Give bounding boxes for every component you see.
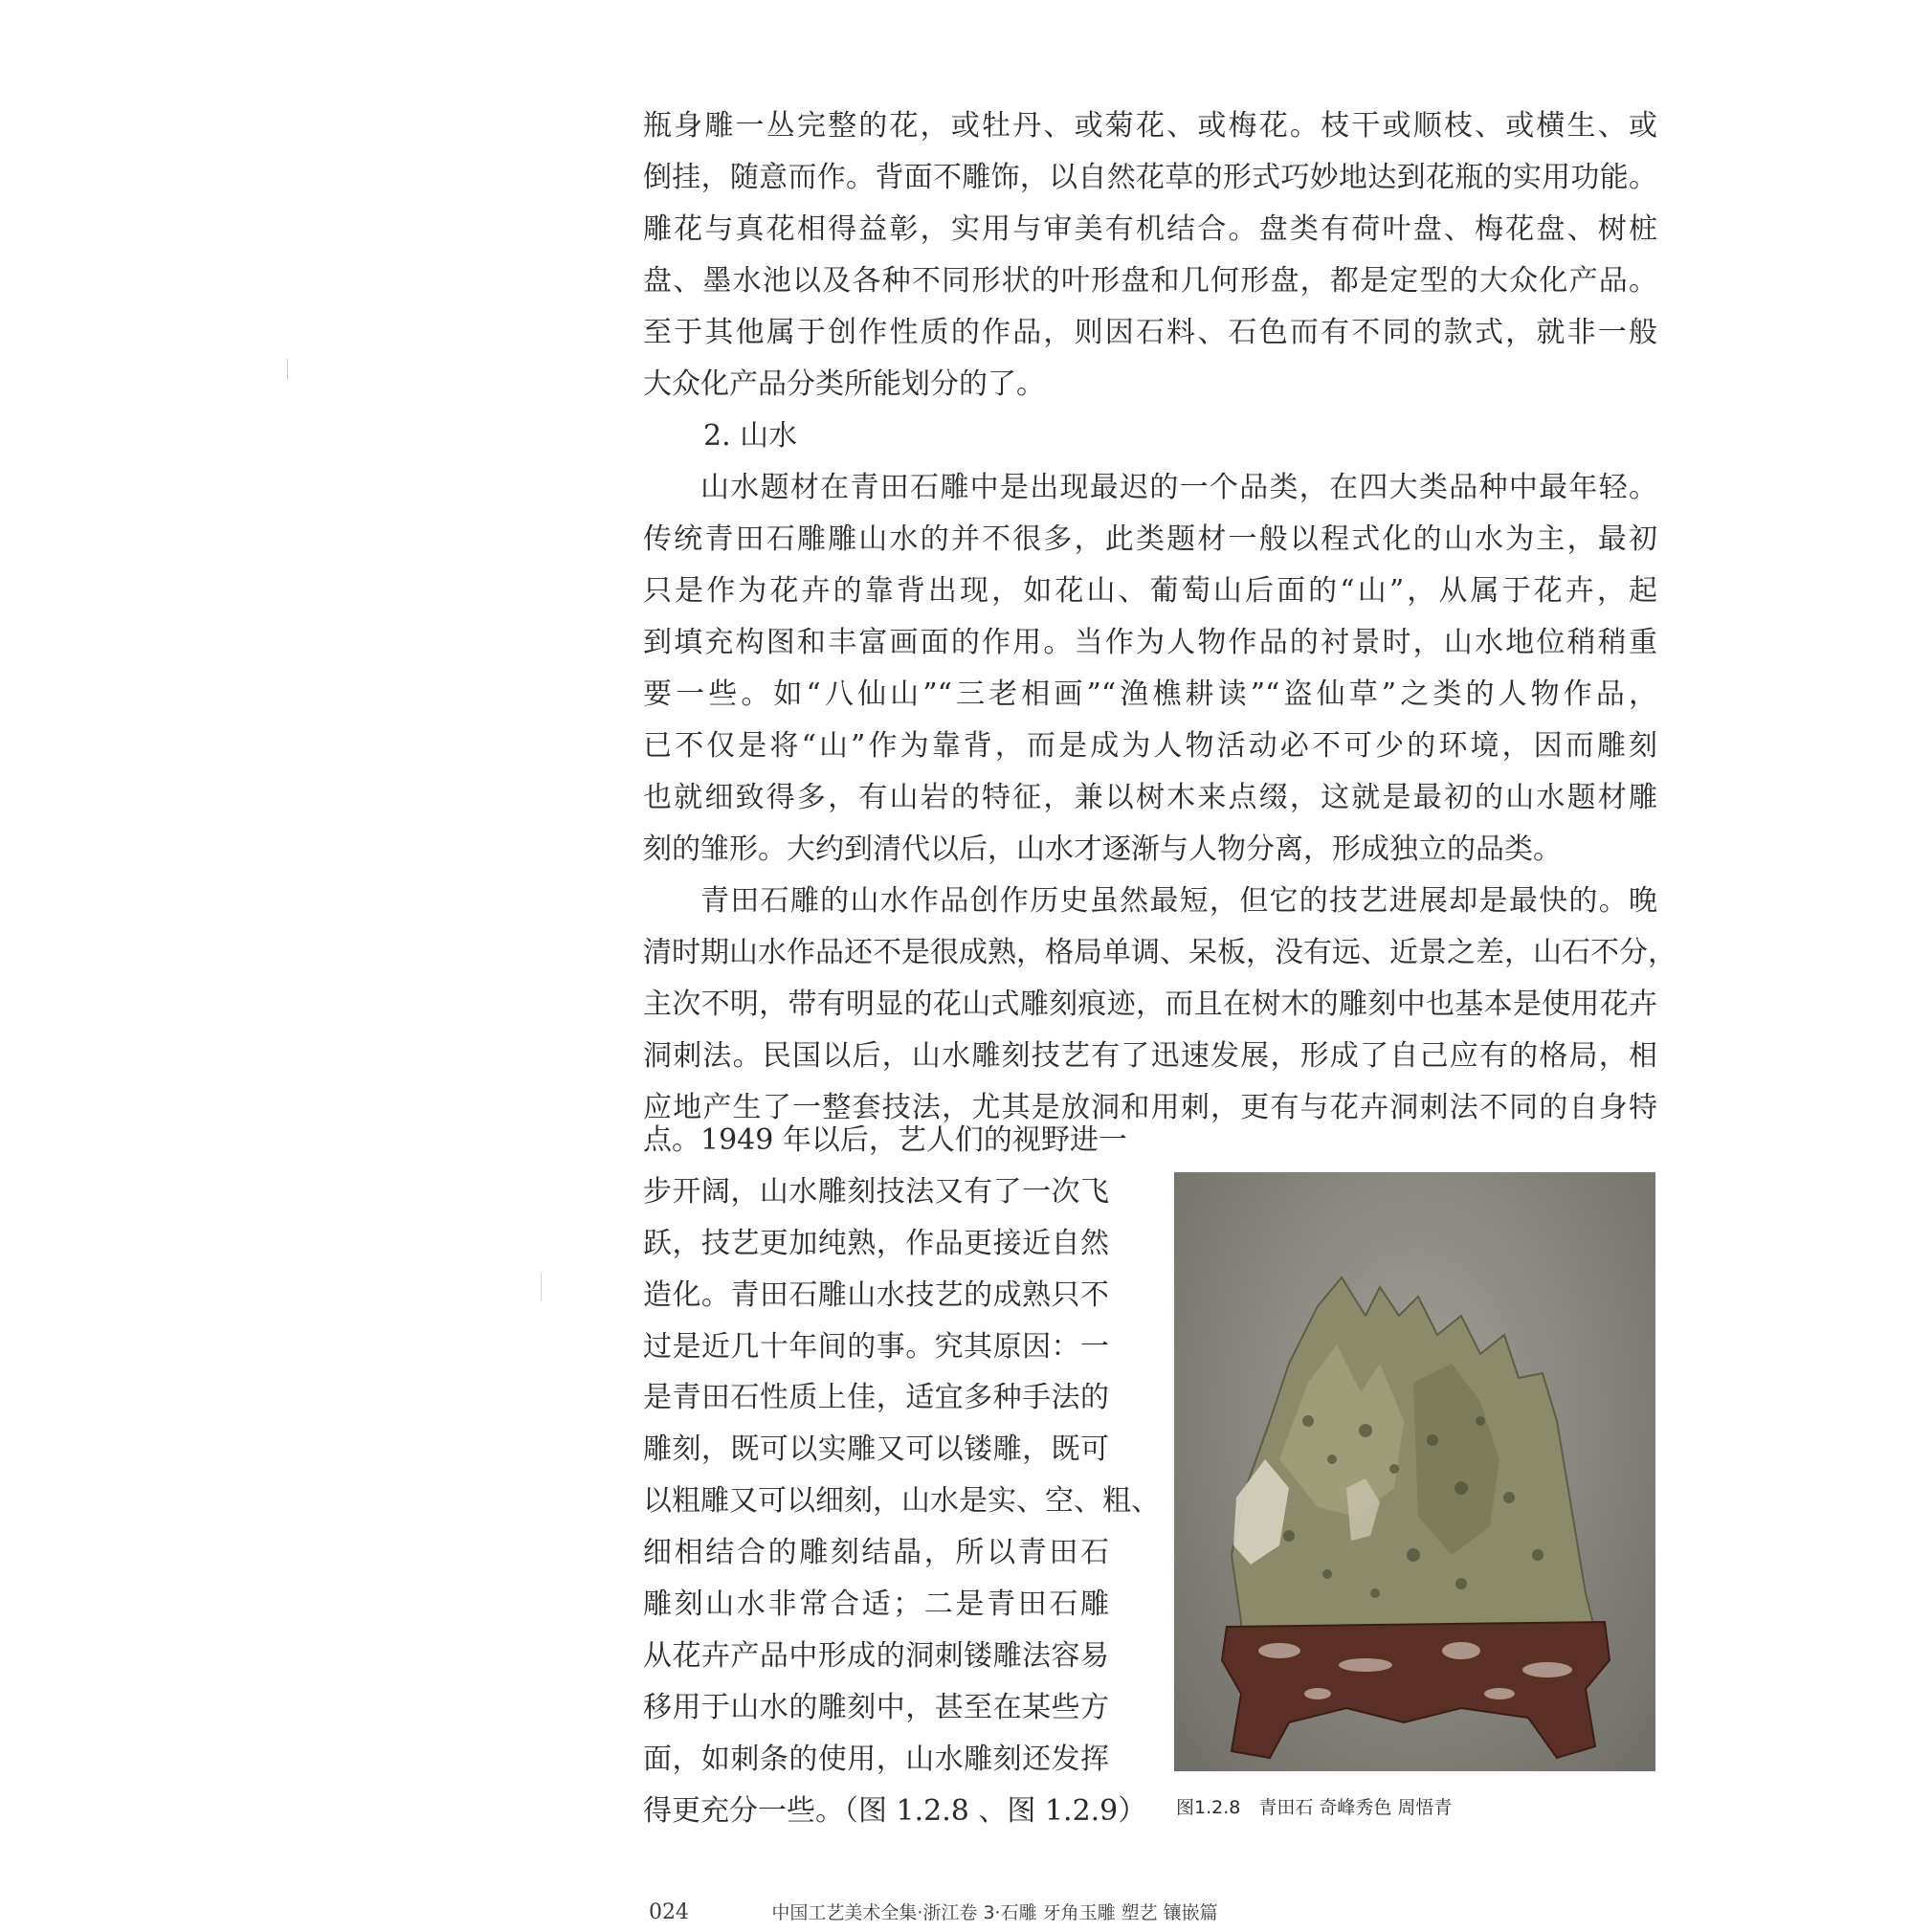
- text-line: 青田石雕的山水作品创作历史虽然最短，但它的技艺进展却是最快的。晚: [700, 884, 1657, 918]
- text-line: 洞刺法。民国以后，山水雕刻技艺有了迅速发展，形成了自己应有的格局，相: [643, 1039, 1657, 1073]
- text-line: 山水题材在青田石雕中是出现最迟的一个品类，在四大类品种中最年轻。: [700, 471, 1657, 504]
- figure-caption: 图1.2.8 青田石 奇峰秀色 周悟青: [1176, 1797, 1453, 1818]
- scan-artifact: [541, 1273, 542, 1301]
- text-line: 大众化产品分类所能划分的了。: [643, 367, 1045, 401]
- text-line: 刻的雏形。大约到清代以后，山水才逐渐与人物分离，形成独立的品类。: [643, 833, 1562, 866]
- carving-illustration: [1174, 1172, 1655, 1771]
- text-line: 主次不明，带有明显的花山式雕刻痕迹，而且在树木的雕刻中也基本是使用花卉: [643, 988, 1657, 1021]
- text-line: 是青田石性质上佳，适宜多种手法的: [643, 1381, 1109, 1415]
- text-line: 步开阔，山水雕刻技法又有了一次飞: [643, 1174, 1109, 1209]
- text-line: 清时期山水作品还不是很成熟，格局单调、呆板，没有远、近景之差，山石不分，: [643, 936, 1677, 969]
- text-line: 面，如刺条的使用，山水雕刻还发挥: [643, 1742, 1109, 1776]
- text-line: 到填充构图和丰富画面的作用。当作为人物作品的衬景时，山水地位稍稍重: [643, 626, 1657, 659]
- page-number: 024: [649, 1900, 689, 1924]
- main-text: [643, 100, 1677, 1134]
- text-line: 倒挂，随意而作。背面不雕饰，以自然花草的形式巧妙地达到花瓶的实用功能。: [643, 161, 1657, 194]
- text-line: 从花卉产品中形成的洞刺镂雕法容易: [643, 1638, 1109, 1673]
- text-line: 过是近几十年间的事。究其原因：一: [643, 1329, 1109, 1364]
- page-footer: [649, 1899, 1218, 1924]
- text-line: 细相结合的雕刻结晶，所以青田石: [643, 1536, 1109, 1570]
- text-line: 点。1949 年以后，艺人们的视野进一: [643, 1123, 1127, 1157]
- text-line: 至于其他属于创作性质的作品，则因石料、石色而有不同的款式，就非一般: [643, 316, 1657, 349]
- text-line: 跃，技艺更加纯熟，作品更接近自然: [643, 1226, 1109, 1260]
- text-line: 移用于山水的雕刻中，甚至在某些方: [643, 1690, 1109, 1724]
- stone-carving-photo: [1174, 1172, 1655, 1771]
- text-line: 也就细致得多，有山岩的特征，兼以树木来点缀，这就是最初的山水题材雕: [643, 781, 1657, 814]
- text-line: 得更充分一些。（图 1.2.8 、图 1.2.9）: [643, 1793, 1147, 1828]
- text-line: 雕刻山水非常合适；二是青田石雕: [643, 1588, 1109, 1622]
- running-title: 中国工艺美术全集·浙江卷 3·石雕 牙角玉雕 塑艺 镶嵌篇: [771, 1902, 1218, 1923]
- text-line: 要一些。如“八仙山”“三老相画”“渔樵耕读”“盗仙草”之类的人物作品，: [643, 677, 1657, 711]
- wrapped-text: [643, 1115, 1160, 1836]
- section-heading: 2. 山水: [703, 419, 798, 453]
- text-line: 瓶身雕一丛完整的花，或牡丹、或菊花、或梅花。枝干或顺枝、或横生、或: [643, 109, 1657, 143]
- text-line: 以粗雕又可以细刻，山水是实、空、粗、: [643, 1484, 1160, 1519]
- text-line: 已不仅是将“山”作为靠背，而是成为人物活动必不可少的环境，因而雕刻: [643, 729, 1657, 763]
- text-line: 雕刻，既可以实雕又可以镂雕，既可: [643, 1432, 1109, 1467]
- scan-artifact: [287, 359, 288, 380]
- text-line: 雕花与真花相得益彰，实用与审美有机结合。盘类有荷叶盘、梅花盘、树桩: [643, 212, 1657, 246]
- text-line: 传统青田石雕雕山水的并不很多，此类题材一般以程式化的山水为主，最初: [643, 522, 1657, 556]
- text-line: 只是作为花卉的靠背出现，如花山、葡萄山后面的“山”，从属于花卉，起: [643, 574, 1657, 608]
- text-line: 盘、墨水池以及各种不同形状的叶形盘和几何形盘，都是定型的大众化产品。: [643, 264, 1657, 298]
- text-line: 造化。青田石雕山水技艺的成熟只不: [643, 1277, 1109, 1312]
- text-line: 应地产生了一整套技法，尤其是放洞和用刺，更有与花卉洞刺法不同的自身特: [643, 1091, 1657, 1124]
